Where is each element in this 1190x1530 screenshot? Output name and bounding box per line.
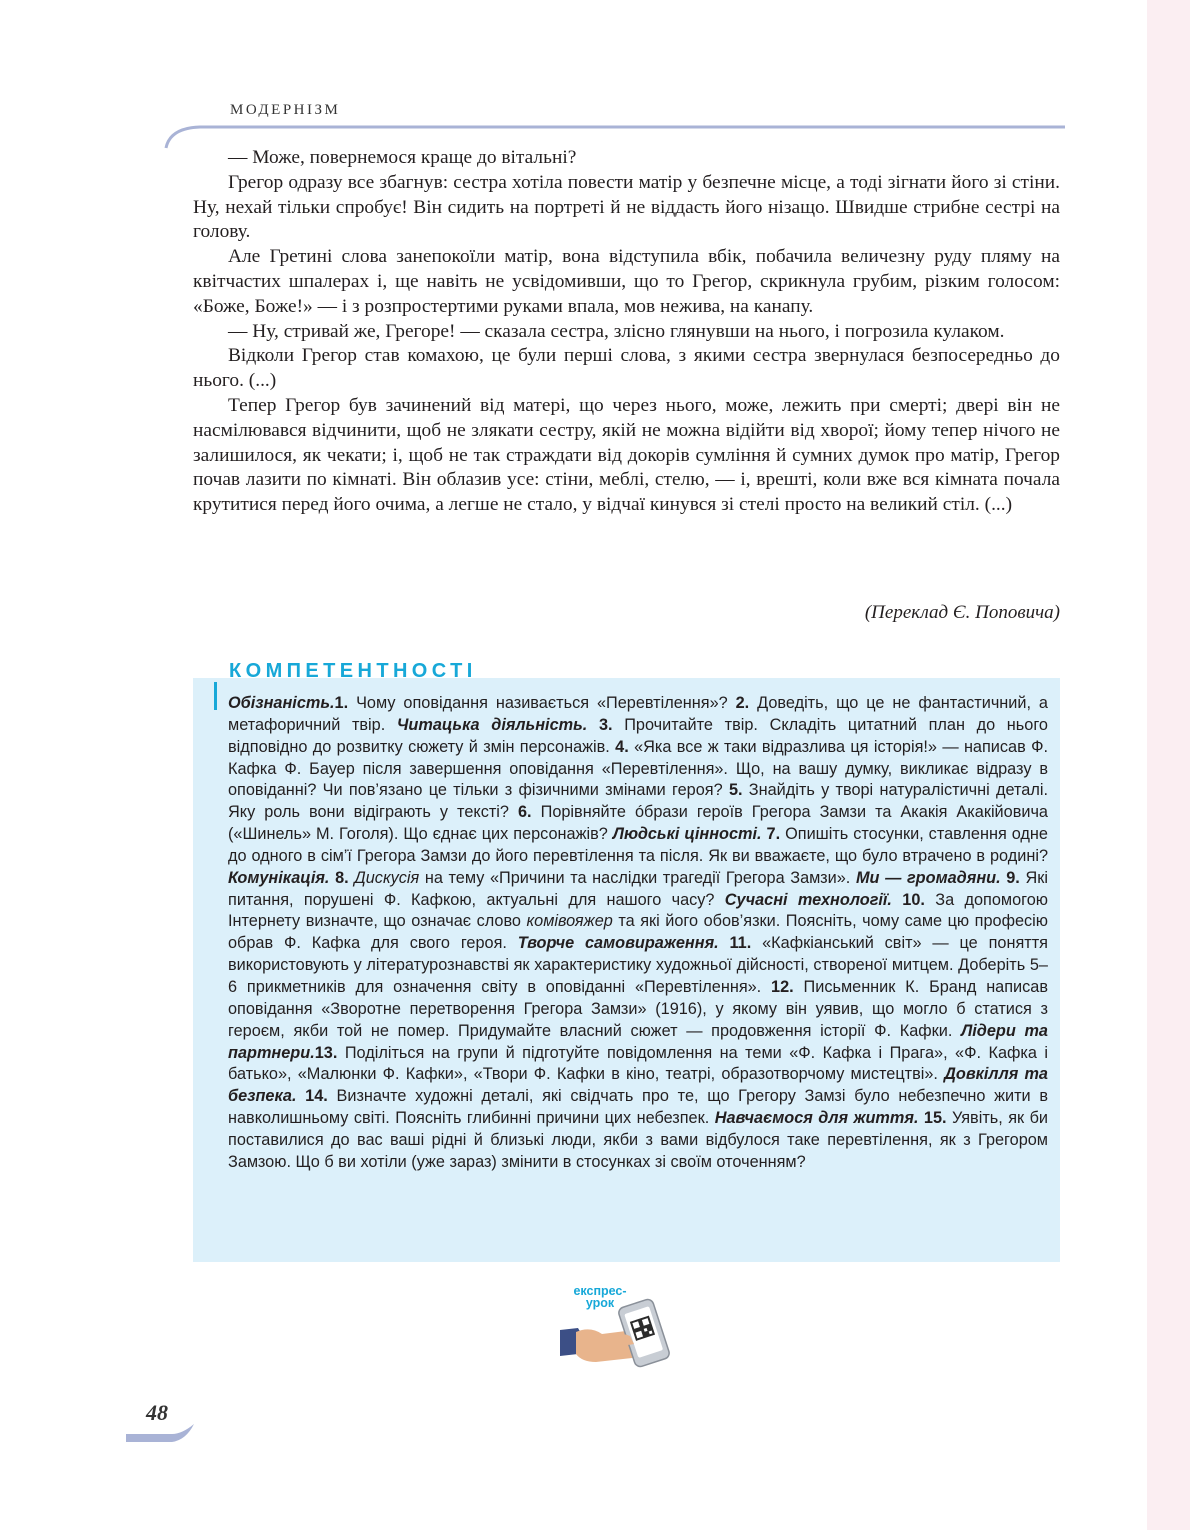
task-number: 15. (918, 1109, 947, 1128)
paragraph: — Ну, стривай же, Грегоре! — сказала сестра, злісно глянувши на нього, і погрозила кулаком. (228, 320, 1005, 342)
section-label: Лідери та партнери. (228, 1021, 1048, 1062)
section-label: Творче самовираження. (517, 934, 719, 953)
task-number: 12. (771, 977, 794, 996)
section-label: Довкілля та безпека. (228, 1065, 1048, 1106)
task-text: Прочитайте твір. Складіть цитатний план до нього відповідно до розвитку сюжету й змін персонажів. (228, 715, 1048, 756)
task-number: 14. (296, 1087, 328, 1106)
paragraph: Грегор одразу все збагнув: сестра хотіла повести матір у безпечне місце, а тоді зігнати його зі стіни. Ну, нехай тільки спробує! Він сидить на портреті й не віддасть його нізащо. Швидше стрибне сестрі на голову. (193, 171, 1060, 243)
task-number: 6. (518, 803, 532, 822)
task-number: 10. (891, 890, 925, 909)
express-label-line: урок (585, 1296, 615, 1310)
task-text: на тему «Причини та наслідки трагедії Грегора Замзи». (419, 868, 856, 887)
task-text: Визначте художні деталі, які свідчать про те, що Грегору Замзі було небезпечно жити в навколишньому світі. Поясніть глибинні причини цих небезпек. (228, 1087, 1048, 1128)
page-edge-strip (1147, 0, 1190, 1530)
task-number: 7. (761, 825, 781, 844)
task-text: Поділіться на групи й підготуйте повідомлення на теми «Ф. Кафка і Прага», «Ф. Кафка і батько», «Малюнки Ф. Кафки», «Твори Ф. Кафки в кіно, театрі, образотворчому мистецтві». (228, 1043, 1048, 1084)
story-excerpt (193, 146, 1060, 518)
task-text: Які питання, порушені Ф. Кафкою, актуальні для нашого часу? (228, 868, 1048, 909)
section-label: Ми — громадяни. (855, 868, 1001, 887)
competencies-accent-bar (214, 682, 217, 710)
competencies-tasks (228, 693, 1048, 1174)
competencies-title: КОМПЕТЕНТНОСТІ (229, 660, 477, 682)
task-text: та які його обов’язки. Поясніть, чому саме цю професію обрав Ф. Кафка для свого героя. (228, 912, 1048, 953)
task-number: 4. (615, 737, 629, 756)
task-text: Чому оповідання називається «Перевтілення»? (348, 694, 736, 712)
section-label: Обізнаність. (228, 694, 335, 712)
task-text: За допомогою Інтернету визначте, що означає слово (228, 890, 1048, 931)
section-label: Людські цінності. (612, 825, 762, 844)
task-number: 8. (329, 868, 349, 887)
task-number: 3. (587, 715, 613, 734)
running-head: МОДЕРНІЗМ (230, 102, 341, 118)
task-keyword: комівояжер (526, 912, 613, 931)
task-number: 9. (1000, 868, 1020, 887)
task-number: 1. (334, 694, 349, 712)
paragraph: — Може, повернемося краще до вітальні? (228, 147, 577, 168)
task-text: Письменник К. Бранд написав оповідання «Зворотне перетворення Грегора Замзи» (1916), у якому він уявив, що могло б статися з героєм, якби той не помер. Придумайте власний сюжет — продовження історії Ф. Кафки. (228, 977, 1048, 1040)
task-text: Знайдіть у творі натуралістичні деталі. Яку роль вони відіграють у тексті? (228, 781, 1049, 822)
task-number: 5. (728, 781, 743, 800)
task-text: «Яка все ж таки відразлива ця історія!» — написав Ф. Кафка Ф. Бауер після завершення оповідання «Перевтілення». Що, на вашу думку, викликає відразу в оповіданні? Чи пов’язано це тільки з фізичними змінами героя? (228, 737, 1048, 800)
translation-credit: (Переклад Є. Поповича) (864, 602, 1060, 623)
section-label: Навчаємося для життя. (714, 1109, 919, 1128)
paragraph: Відколи Грегор став комахою, це були перші слова, з якими сестра звернулася безпосередньо до нього. (...) (193, 345, 1060, 392)
express-label-line: експрес- (573, 1284, 627, 1298)
task-text: Порівняйте óбрази героїв Грегора Замзи та Акакія Акакійовича («Шинель» М. Гоголя). Що єднає цих персонажів? (228, 803, 1048, 844)
paragraph: Але Гретині слова занепокоїли матір, вона відступила вбік, побачила величезну руду пляму на квітчастих шпалерах і, ще навіть не усвідомивши, що то Грегор, скрикнула грубим, різким голосом: «Боже, Боже!» — і з розпростертими руками впала, мов нежива, на канапу. (193, 246, 1060, 317)
task-number: 13. (314, 1043, 338, 1062)
paragraph: Тепер Грегор був зачинений від матері, що через нього, може, лежить при смерті; двері він не насмілювався відчинити, щоб не злякати сестру, якій не можна відійти від хворої; йому тепер нічого не залишилося, як чекати; і, щоб не так страждати від докорів сумління й сумних думок про матір, Грегор почав лазити по кімнаті. Він облазив усе: стіни, меблі, стелю, — і, врешті, коли вже вся кімната почала крутитися перед його очима, а легше не стало, у відчаї кинувся зі стелі просто на великий стіл. (...) (193, 394, 1060, 516)
task-number: 11. (718, 934, 752, 953)
express-lesson-label (560, 1285, 640, 1309)
task-keyword: Дискусія (354, 868, 420, 887)
page-number-swoosh (124, 1422, 196, 1444)
page-number: 48 (146, 1400, 168, 1425)
section-label: Читацька діяльність. (396, 715, 588, 734)
task-text: «Кафкіанський світ» — це поняття використовують у літературознавстві як характеристику художньої дійсності, створеної митцем. Доберіть 5–6 прикметників для означення світу в оповіданні «Перевтілення». (228, 934, 1048, 996)
task-text: Уявіть, як би поставилися до вас ваші рідні й близькі люди, якби з вами відбулося таке перевтілення, як з Грегором Замзою. Що б ви хотіли (уже зараз) змінити в стосунках зі своїм оточенням? (228, 1109, 1048, 1171)
task-text: Опишіть стосунки, ставлення одне до одного в сім’ї Грегора Замзи до його перевтілення та після. Як ви вважаєте, що було втрачено в родині? (228, 825, 1048, 865)
section-label: Комунікація. (228, 868, 330, 887)
section-label: Сучасні технології. (724, 890, 892, 909)
task-text: Доведіть, що це не фантастичний, а метафоричний твір. (228, 694, 1048, 734)
task-number: 2. (735, 694, 750, 712)
